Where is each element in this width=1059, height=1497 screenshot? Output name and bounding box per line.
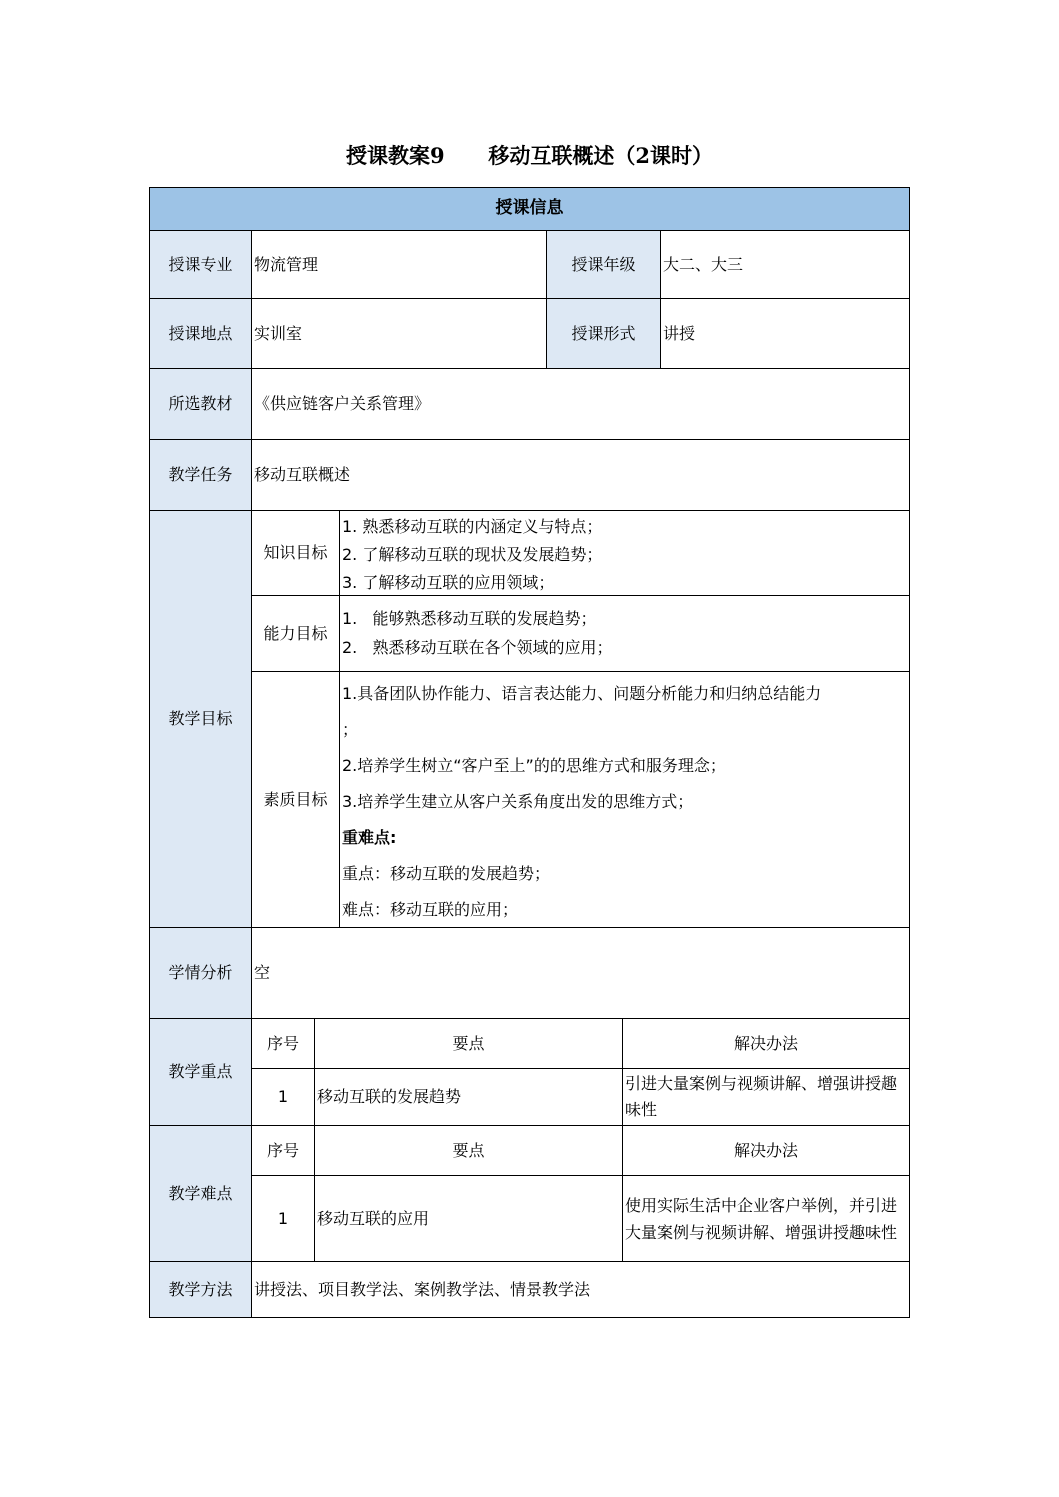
- quality-item: 3.培养学生建立从客户关系角度出发的思维方式；: [342, 792, 694, 811]
- goals-label: 教学目标: [149, 510, 252, 928]
- focus-label: 教学重点: [149, 1018, 252, 1126]
- form-value: 讲授: [660, 298, 910, 369]
- place-label: 授课地点: [149, 298, 252, 369]
- knowledge-item: 3. 了解移动互联的应用领域；: [342, 573, 555, 592]
- focus-row-solution: 引进大量案例与视频讲解、增强讲授趣味性: [622, 1068, 910, 1126]
- difficulty-row-point: 移动互联的应用: [314, 1175, 623, 1262]
- analysis-value: 空: [251, 927, 910, 1019]
- knowledge-label: 知识目标: [251, 510, 340, 596]
- difficult-point: 难点：移动互联的应用；: [342, 900, 519, 919]
- focus-row-no: 1: [251, 1068, 315, 1126]
- method-value: 讲授法、项目教学法、案例教学法、情景教学法: [251, 1261, 910, 1318]
- difficulty-col-solution: 解决办法: [622, 1125, 910, 1176]
- ability-item: 2. 熟悉移动互联在各个领域的应用；: [342, 638, 613, 657]
- major-label: 授课专业: [149, 230, 252, 299]
- ability-label: 能力目标: [251, 595, 340, 672]
- form-label: 授课形式: [546, 298, 661, 369]
- key-point: 重点：移动互联的发展趋势；: [342, 864, 551, 883]
- knowledge-items: [339, 510, 910, 596]
- section-header: 授课信息: [149, 187, 910, 231]
- difficulty-row-no: 1: [251, 1175, 315, 1262]
- focus-col-solution: 解决办法: [622, 1018, 910, 1069]
- quality-item: 1.具备团队协作能力、语言表达能力、问题分析能力和归纳总结能力: [342, 684, 822, 703]
- task-value: 移动互联概述: [251, 439, 910, 511]
- task-label: 教学任务: [149, 439, 252, 511]
- difficulty-col-point: 要点: [314, 1125, 623, 1176]
- quality-label: 素质目标: [251, 671, 340, 928]
- textbook-label: 所选教材: [149, 368, 252, 440]
- focus-col-no: 序号: [251, 1018, 315, 1069]
- difficulty-label: 教学难点: [149, 1125, 252, 1262]
- difficulty-col-no: 序号: [251, 1125, 315, 1176]
- grade-value: 大二、大三: [660, 230, 910, 299]
- quality-item: ；: [342, 720, 359, 739]
- knowledge-item: 1. 熟悉移动互联的内涵定义与特点；: [342, 517, 603, 536]
- ability-item: 1. 能够熟悉移动互联的发展趋势；: [342, 609, 597, 628]
- focus-col-point: 要点: [314, 1018, 623, 1069]
- difficulty-row-solution: 使用实际生活中企业客户举例，并引进大量案例与视频讲解、增强讲授趣味性: [622, 1175, 910, 1262]
- ability-items: [339, 595, 910, 672]
- focus-row-point: 移动互联的发展趋势: [314, 1068, 623, 1126]
- key-heading: 重难点:: [342, 828, 397, 847]
- quality-items: [339, 671, 910, 928]
- method-label: 教学方法: [149, 1261, 252, 1318]
- textbook-value: 《供应链客户关系管理》: [251, 368, 910, 440]
- page-title: 授课教案9 移动互联概述（2课时）: [345, 143, 714, 168]
- quality-item: 2.培养学生树立“客户至上”的的思维方式和服务理念；: [342, 756, 726, 775]
- analysis-label: 学情分析: [149, 927, 252, 1019]
- grade-label: 授课年级: [546, 230, 661, 299]
- knowledge-item: 2. 了解移动互联的现状及发展趋势；: [342, 545, 603, 564]
- major-value: 物流管理: [251, 230, 547, 299]
- place-value: 实训室: [251, 298, 547, 369]
